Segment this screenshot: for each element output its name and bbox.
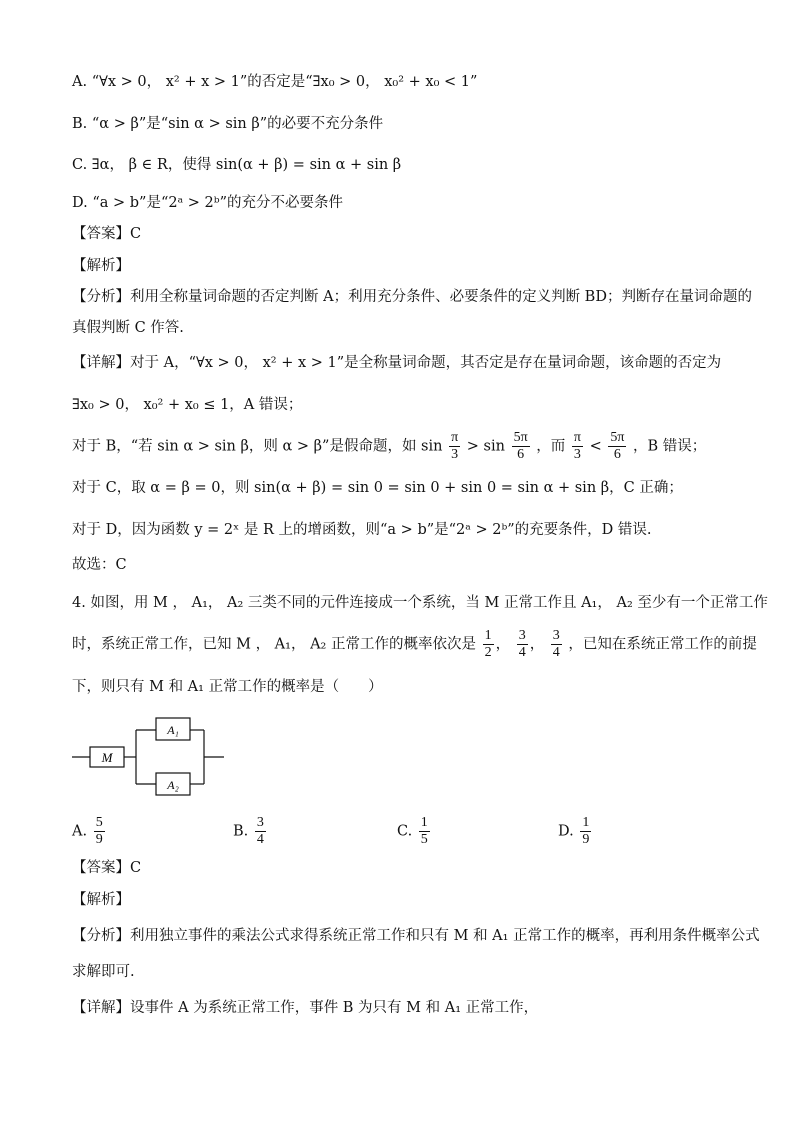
option-c: C. ∃α， β ∈ R，使得 sin(α + β) = sin α + sin β bbox=[72, 157, 402, 173]
question-4-line-2: 时，系统正常工作，已知 M ， A₁， A₂ 正常工作的概率依次是 $\frac{1}{2}$ ， $\frac{3}{4}$ ， $\frac{3}{4}$ ，已知在系统正常工作的前提 bbox=[72, 628, 757, 660]
fraction: $\frac{3}{4}$ bbox=[256, 815, 264, 847]
analysis-label: 【解析】 bbox=[72, 258, 130, 274]
fraction: $\frac{5\pi}{6}$ bbox=[610, 430, 625, 462]
question-4-line-1: 4. 如图，用 M ， A₁， A₂ 三类不同的元件连接成一个系统，当 M 正常工作且 A₁， A₂ 至少有一个正常工作 bbox=[72, 595, 768, 611]
gt-sin: > sin bbox=[466, 438, 505, 455]
lt-sign: < bbox=[589, 438, 602, 455]
choice-letter: B. bbox=[233, 823, 249, 840]
answer-label-2: 【答案】C bbox=[72, 860, 142, 876]
choose-line: 故选：C bbox=[72, 557, 127, 573]
detail-line-2: ∃x₀ > 0， x₀² + x₀ ≤ 1，A 错误； bbox=[72, 397, 303, 413]
choice-d bbox=[558, 815, 593, 848]
option-a: A. “∀x > 0， x² + x > 1”的否定是“∃x₀ > 0， x₀² + x₀ < 1” bbox=[72, 74, 478, 90]
detail-line-5: 对于 D，因为函数 y = 2ˣ 是 R 上的增函数，则“a > b”是“2ᵃ > 2ᵇ”的充要条件，D 错误. bbox=[72, 522, 652, 538]
m-label: M bbox=[101, 750, 113, 765]
fraction: $\frac{1}{2}$ bbox=[484, 628, 492, 660]
q4-text-end: ，已知在系统正常工作的前提 bbox=[568, 636, 757, 653]
fraction: $\frac{\pi}{3}$ bbox=[573, 430, 581, 462]
a1-label: A₁ bbox=[167, 723, 179, 737]
question-4-line-3: 下，则只有 M 和 A₁ 正常工作的概率是（ ） bbox=[72, 679, 383, 695]
fenxi-line-1: 【分析】利用全称量词命题的否定判断 A；利用充分条件、必要条件的定义判断 BD；判断存在量词命题的 bbox=[72, 289, 752, 305]
choice-letter: D. bbox=[558, 823, 574, 840]
detail2-line-1: 【详解】设事件 A 为系统正常工作，事件 B 为只有 M 和 A₁ 正常工作， bbox=[72, 1000, 539, 1016]
choice-letter: A. bbox=[72, 823, 88, 840]
detail-b-end: ，B 错误； bbox=[633, 438, 707, 455]
answer-label: 【答案】C bbox=[72, 226, 142, 242]
choice-b bbox=[233, 815, 268, 848]
fraction: $\frac{3}{4}$ bbox=[552, 628, 560, 660]
choice-letter: C. bbox=[397, 823, 413, 840]
detail-line-3 bbox=[72, 430, 706, 463]
q4-text: 时，系统正常工作，已知 M ， A₁， A₂ 正常工作的概率依次是 bbox=[72, 636, 476, 653]
fraction: $\frac{1}{5}$ bbox=[420, 815, 428, 847]
fenxi2-line-2: 求解即可. bbox=[72, 964, 135, 980]
analysis-label-2: 【解析】 bbox=[72, 892, 130, 908]
detail-line-4: 对于 C，取 α = β = 0，则 sin(α + β) = sin 0 = sin 0 + sin 0 = sin α + sin β，C 正确； bbox=[72, 480, 683, 496]
fraction: $\frac{1}{9}$ bbox=[582, 815, 590, 847]
fenxi2-line-1: 【分析】利用独立事件的乘法公式求得系统正常工作和只有 M 和 A₁ 正常工作的概率，再利用条件概率公式 bbox=[72, 928, 760, 944]
circuit-diagram bbox=[72, 712, 232, 802]
choice-a bbox=[72, 815, 107, 848]
option-b: B. “α > β”是“sin α > sin β”的必要不充分条件 bbox=[72, 116, 384, 132]
detail-b-text: 对于 B，“若 sin α > sin β，则 α > β”是假命题，如 sin bbox=[72, 438, 443, 455]
choice-c bbox=[397, 815, 432, 848]
detail-line-1: 【详解】对于 A，“∀x > 0， x² + x > 1”是全称量词命题，其否定是存在量词命题，该命题的否定为 bbox=[72, 355, 722, 371]
fraction: $\frac{3}{4}$ bbox=[518, 628, 526, 660]
option-d: D. “a > b”是“2ᵃ > 2ᵇ”的充分不必要条件 bbox=[72, 195, 343, 211]
fraction: $\frac{5}{9}$ bbox=[95, 815, 103, 847]
fraction: $\frac{5\pi}{6}$ bbox=[513, 430, 528, 462]
a2-label: A₂ bbox=[167, 778, 179, 792]
while-text: ，而 bbox=[536, 438, 566, 455]
fraction: $\frac{\pi}{3}$ bbox=[451, 430, 459, 462]
fenxi-line-2: 真假判断 C 作答. bbox=[72, 320, 184, 336]
